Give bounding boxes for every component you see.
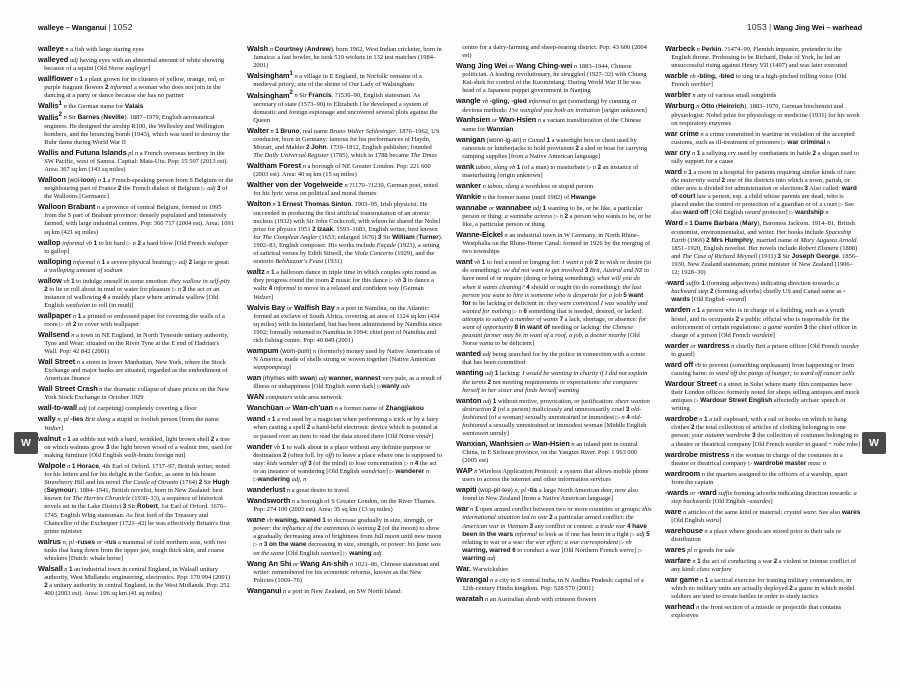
- dictionary-entry: Ward n 1 Dame Barbara (Mary), Baroness Jackson. 1914–81, British economist, environmentalist, and writer. Her books include Spaceship Earth (1966) 2 Mrs Humphry, married name of Mary Augusta Arnold. 1851–1920, English novelist. Her novels include Robert Elsmere (1888) and The Case of Richard Meynell (1911) 3 Sir Joseph George. 1856–1930, New Zealand statesman; prime minister of New Zealand (1906–12; 1928–30): [665, 218, 859, 277]
- dictionary-entry: wane vb waning, waned 1 to decrease gradually in size, strength, or power: the influence of the extremists is waning 2 (of the moon) to show a gradually decreasing area of brightness from full moon until new moon ▷ n 3 on the wane decreasing in size, strength, or power: his fame was on the wane [Old English wanian] ▷ waning adj: [247, 515, 442, 557]
- dictionary-entry: wallpaper n 1 a printed or embossed paper for covering the walls of a room ▷ vb 2 to cover with wallpaper: [38, 310, 225, 329]
- dictionary-entry: Waltham Forest n a borough of NE Greater London. Pop: 221 600 (2003 est). Area: 40 sq km (15 sq miles): [247, 161, 431, 179]
- dictionary-entry: Walsingham2 n Sir Francis. ?1530–90, English statesman. As secretary of state (1573–90) to Elizabeth I he developed a system of domestic and foreign espionage and uncovered several plots against the Queen: [247, 90, 438, 124]
- dictionary-entry: wank taboo, slang vb 1 (of a man) to masturbate ▷ n 2 an instance of masturbating [origin unknown]: [456, 161, 639, 179]
- dictionary-entry: Walvis Bay or Walfish Bay n a port in Namibia, on the Atlantic: formed an exclave of South Africa, covering an area of 1124 sq km (434 sq miles) with its hinterland, but has been administered by Namibia since 1992; formally returned to Namibia in 1994; chief port of Namibia and rich fishing centre. Pop: 40 849 (2001): [247, 302, 442, 344]
- dictionary-entry: Walloon (wol-loon) n 1 a French-speaking person from S Belgium or the neighbouring part of France 2 the French dialect of Belgium ▷ adj 3 of the Walloons [Germanic]: [38, 175, 234, 201]
- dictionary-entry: Wardour Street n a street in Soho where many film companies have their London offices: formerly noted for shops selling antiques and mock antiques ▷ Wardour Street English affectedly archaic speech or writing: [665, 378, 860, 413]
- dictionary-entry: wanker n taboo, slang a worthless or stupid person: [456, 180, 594, 190]
- dictionary-entry: wan (rhymes with swan) adj wanner, wannest very pale, as a result of illness or unhappiness [Old English wann dark] ▷wanly adv: [247, 373, 442, 391]
- dictionary-entry: walnut n 1 an edible nut with a hard, wrinkled, light brown shell 2 a tree on which walnuts grow 3 the light brown wood of a walnut tree, used for making furniture [Old English walh-hnutu foreign nut]: [38, 433, 233, 459]
- dictionary-entry: Warburg n Otto (Heinrich). 1883–1970, German biochemist and physiologist: Nobel prize for physiology or medicine (1931) for his work on respiratory enzymes: [665, 101, 860, 127]
- dictionary-entry: Wallsend n a town in NE England, in North Tyneside unitary authority, Tyne and Wear: situated on the River Tyne at the E end of Hadrian's Wall. Pop: 42 842 (2001): [38, 330, 229, 356]
- dictionary-entry: wardroom n the quarters assigned to the officers of a warship, apart from the captain: [665, 468, 848, 486]
- column-2: [247, 44, 443, 664]
- dictionary-entry: War. Warwickshire: [456, 564, 509, 574]
- dictionary-entry: wampum (wom-pum) n (formerly) money used by Native Americans of N America, made of shells strung or woven together [Native American wampompeag]: [247, 345, 441, 372]
- dictionary-entry: wanton adj 1 without motive, provocation, or justification: sheer wanton destruction 2 (of a person) maliciously and unnecessarily cruel 3 old-fashioned (of a woman) sexually unrestrained or immodest ▷ n 4 old-fashioned a sexually unrestrained or immodest woman [Middle English wantowen unruly]: [456, 395, 650, 437]
- thumb-tab-left[interactable]: [14, 432, 38, 454]
- dictionary-entry: war game n 1 a tactical exercise for training military commanders, in which no military units are actually deployed 2 a game in which model soldiers are used to create battles in order to study tactics: [665, 575, 855, 601]
- column-3: [456, 44, 652, 664]
- dictionary-entry: Wanganui n a port in New Zealand, on SW North Island:: [247, 585, 402, 595]
- running-head-left-headwords: walleye – Wanganui: [38, 23, 107, 32]
- dictionary-entry: ware n articles of the same kind or material: crystal ware. See also wares [Old English waru]: [665, 506, 861, 524]
- dictionary-entry: Wanhsien or Wan-Hsien n a variant transliteration of the Chinese name for Wanxian: [456, 115, 642, 133]
- dictionary-entry: warbler n any of various small songbirds: [665, 90, 777, 100]
- dictionary-entry: warder or wardress n chiefly Brit a prison officer [Old French warder to guard]: [665, 340, 860, 358]
- dictionary-entry: Walton n 1 Ernest Thomas Sinton. 1903–95, Irish physicist. He succeeded in producing the first artificial transmutation of an atomic nucleus (1932) with Sir John Cockcroft, with whom he shared the Nobel prize for physics 1951 2 Izaak. 1593–1683, English writer, best known for The Compleat Angler (1653; enlarged 1676) 3 Sir William (Turner). 1902–83, English composer. His works include Façade (1923), a setting of satirical verses by Edith Sitwell, the Viola Concerto (1929), and the oratorio Belshazzar's Feast (1931): [247, 199, 443, 266]
- dictionary-entry: ward n 1 a room in a hospital for patients requiring similar kinds of care: the maternity ward 2 one of the districts into which a town, parish, or other area is divided for administration or elections 3 Also called: ward of court law a person, esp. a child whose parents are dead, who is placed under the control or protection of a guardian or of a court ▷ See also ward off [Old English weard protector] ▷ wardship n: [665, 166, 857, 217]
- dictionary-entry: Wall Street Crash n the dramatic collapse of share prices on the New York Stock Exchange in October 1929: [38, 384, 230, 402]
- running-head-left: [38, 22, 133, 32]
- dictionary-entry: warhead n the front section of a missile or projectile that contains explosives: [665, 602, 842, 620]
- dictionary-entry: Wankie n the former name (until 1982) of Hwange: [456, 191, 596, 201]
- thumb-tab-right-letter: W: [869, 437, 879, 449]
- dictionary-entry: walloping informal n 1 a severe physical beating ▷ adj 2 large or great: a walloping amount of sodium: [38, 256, 230, 274]
- dictionary-entry: Walloon Brabant n a province of central Belgium, formed in 1995 from the S part of Brabant province: densely populated and intensively farmed, with large industrial centres. Pop: 360 717 (2004 est). Area: 1091 sq km (421 sq miles): [38, 202, 234, 236]
- dictionary-entry: waltz n 1 a ballroom dance in triple time in which couples spin round as they progress round the room 2 music for this dance ▷ vb 3 to dance a waltz 4 informal to move in a relaxed and confident way [German Walzer]: [247, 267, 437, 301]
- dictionary-entry: Walsh n Courtney (Andrew). born 1962, West Indian cricketer, born in Jamaica: a fast bowler, he took 519 wickets in 132 test matches (1984–2001): [247, 44, 442, 70]
- dictionary-entry: wanted adj being searched for by the police in connection with a crime that has been committed: [456, 349, 646, 367]
- running-head-left-separator: |: [108, 22, 111, 32]
- running-head-right-separator: |: [769, 22, 772, 32]
- dictionary-entry: Wanne-Eickel n an industrial town in W Germany, in North Rhine-Westphalia on the Rhine-Herne Canal: formed in 1926 by the merging of two townships: [456, 230, 651, 256]
- dictionary-entry: Wanxian, Wanhsien or Wan-Hsien n an inland port in central China, in E Sichuan province, on the Yangtze River. Pop: 1 963 000 (2005 est): [456, 438, 638, 465]
- dictionary-entry: wangle vb -gling, -gled informal to get (something) by cunning or devious methods: I've wangled you both an invitation [origin unknown]: [456, 96, 647, 114]
- dictionary-entry: Walsingham1 n a village in E England, in Norfolk: remains of a medieval priory; site of the shrine of Our Lady of Walsingham: [247, 71, 422, 89]
- dictionary-entry: Wall Street n a street in lower Manhattan, New York, where the Stock Exchange and major banks are situated, regarded as the embodiment of American finance: [38, 357, 228, 383]
- dictionary-entry: warfare n 1 the act of conducting a war 2 a violent or intense conflict of any kind: class warfare: [665, 556, 857, 574]
- dictionary-entry: wand n 1 a rod used by a magician when performing a trick or by a fairy when casting a spell 2 a hand-held electronic device which is pointed at or passed over an item to read the data stored there [Old Norse vöndr]: [247, 414, 439, 440]
- dictionary-entry: warehouse n a place where goods are stored prior to their sale or distribution: [665, 525, 842, 544]
- dictionary-entry: want vb 1 to feel a need or longing for: I want a job 2 to wish or desire (to do something): we did not want to get involved 3 Brit, Austral and NZ to have need of or require (doing or being something): what will you do when it wants cleaning? 4 should or ought (to do something): the last person you want to hire is someone who is desperate for a job 5 want for to be lacking or deficient in: they were convinced I was wealthy and wanted for nothing ▷ n 6 something that is needed, desired, or lacked: attempts to satisfy a number of wants 7 a lack, shortage, or absence: for want of opportunity 8 in want of needing or lacking: the Chinese peasant farmer may be in want of a roof, a job, a doctor nearby [Old Norse vanta to be deficient]: [456, 257, 652, 348]
- dictionary-entry: Wallis2 n Sir Barnes (Neville). 1887–1979, English aeronautical engineer. He designed the airship R100, the Wellesley and Wellington bombers, and the bouncing bomb (1943), which was used to destroy the Ruhr dams during World War II: [38, 112, 230, 146]
- dictionary-entry: wanigan (wonn-ig-an) n Canad 1 a watertight box or chest used by canoeists or lumberjacks to hold provisions 2 a sled or boat for carrying camping supplies [from a Native American language]: [456, 134, 648, 160]
- dictionary-entry: walleye n a fish with large staring eyes: [38, 44, 144, 53]
- running-head-right-headwords: Wang Jing Wei – warhead: [773, 23, 862, 32]
- column-container: [38, 44, 862, 664]
- dictionary-entry: -ward suffix 1 (forming adjectives) indicating direction towards: a backward step 2 (forming adverbs) chiefly US and Canad same as -wards [Old English -weard]: [665, 278, 846, 304]
- dictionary-entry: WAP n Wireless Application Protocol: a system that allows mobile phone users to access the internet and other information services: [456, 466, 649, 484]
- dictionary-entry: war cry n 1 a rallying cry used by combatants in battle 2 a slogan used to rally support for a cause: [665, 147, 859, 165]
- dictionary-entry: Walter n 1 Bruno, real name Bruno Walter Schlesinger. 1876–1962, US conductor, born in Germany: famous for his performances of Haydn, Mozart, and Mahler 2 John. 1739–1812, English publisher; founded The Daily Universal Register (1785), which in 1788 became The Times: [247, 125, 440, 160]
- dictionary-entry: wallow vb 1 to indulge oneself in some emotion: they wallow in self-pity 2 to lie or roll about in mud or water for pleasure ▷ n 3 the act or an instance of wallowing 4 a muddy place where animals wallow [Old English wealwian to roll (in mud)]: [38, 275, 231, 309]
- dictionary-entry: wardrobe n 1 a tall cupboard, with a rail or hooks on which to hang clothes 2 the total collection of articles of clothing belonging to one person: your autumn wardrobe 3 the collection of costumes belonging to a theatre or theatrical company [Old French warder to guard + robe robe]: [665, 414, 861, 448]
- dictionary-entry: walleyed adj having eyes with an abnormal amount of white showing because of a squint [Old Norse vagleygr]: [38, 54, 225, 73]
- dictionary-entry: wanderlust n a great desire to travel: [247, 484, 349, 494]
- dictionary-entry: Wandsworth n a borough of S Greater London, on the River Thames. Pop: 274 100 (2003 est). Area: 35 sq km (13 sq miles): [247, 495, 436, 514]
- folio-right: 1053: [746, 22, 768, 32]
- dictionary-entry: Walpole n 1 Horace, 4th Earl of Orford. 1717–97, British writer, noted for his letters and for his delight in the Gothic, as seen in his house Strawberry Hill and his novel The Castle of Otranto (1764) 2 Sir Hugh (Seymour). 1884–1941, British novelist, born in New Zealand: best known for The Herries Chronicle (1930–33), a sequence of historical novels set in the Lake District 3 Sir Robert, 1st Earl of Orford. 1676–1745, English Whig statesman. As first lord of the Treasury and Chancellor of the Exchequer (1721–42) he was effectively Britain's first prime minister: [38, 460, 230, 535]
- dictionary-entry: wander vb 1 to walk about in a place without any definite purpose or destination 2 (often foll. by off) to leave a place where one is supposed to stay: kids wander off 3 (of the mind) to lose concentration ▷ n 4 the act or an instance of wandering [Old English wandrian] ▷ wanderer n ▷wandering adj, n: [247, 441, 442, 483]
- dictionary-entry: Warbeck n Perkin. ?1474–99, Flemish impostor, pretender to the English throne. Professing to be Richard, Duke of York, he led an unsuccessful rising against Henry VII (1497) and was later executed: [665, 44, 848, 70]
- dictionary-entry: Wallis and Futuna Islands pl n a French overseas territory in the SW Pacific, west of Samoa. Capital: Mata-Utu. Pop: 15 507 (2013 est). Area: 367 sq km (143 sq miles): [38, 147, 229, 174]
- dictionary-entry: Wang An Shi or Wang An-shih n 1021–86, Chinese statesman and writer: remembered for his economic reforms, known as the New Policies (1069–76): [247, 558, 440, 584]
- dictionary-entry: wardrobe mistress n the woman in charge of the costumes in a theatre or theatrical company ▷ wardrobe master masc n: [665, 449, 843, 467]
- dictionary-entry: warble vb -bling, -bled to sing in a high-pitched trilling voice [Old French werbler]: [665, 71, 847, 89]
- dictionary-entry: wapiti (wop-pit-tee) n, pl -tis a large North American deer, now also found in New Zealand [from a Native American language]: [456, 485, 639, 503]
- dictionary-entry: war crime n a crime committed in wartime in violation of the accepted customs, such as ill-treatment of prisoners ▷ war criminal n: [665, 128, 855, 146]
- dictionary-entry: Wallis1 n the German name for Valais: [38, 101, 144, 111]
- dictionary-entry: wallflower n 1 a plant grown for its clusters of yellow, orange, red, or purple fragrant flowers 2 informal a woman who does not join in the dancing at a party or dance because she has no partner: [38, 74, 225, 100]
- dictionary-entry: wallop informal vb 1 to hit hard ▷ n 2 a hard blow [Old French waloper to gallop]: [38, 237, 229, 255]
- dictionary-entry: wall-to-wall adj (of carpeting) completely covering a floor: [38, 403, 197, 413]
- dictionary-entry: centre for a dairy-farming and sheep-rearing district. Pop: 43 600 (2004 est): [462, 44, 647, 60]
- column-4: [665, 44, 861, 664]
- dictionary-entry: wares pl n goods for sale: [665, 545, 735, 555]
- thumb-tab-right[interactable]: [862, 432, 886, 454]
- dictionary-entry: Walther von der Vogelweide n ?1170–?1230, German poet, noted for his lyric verse on political and moral themes: [247, 180, 438, 198]
- dictionary-entry: ward off vb to prevent (something unpleasant) from happening or from causing harm: to ward off the pangs of hunger; to ward off cancer cells: [665, 359, 855, 377]
- thumb-tab-left-letter: W: [21, 437, 31, 449]
- dictionary-entry: wanting adj 1 lacking: I would be wanting in charity if I did not explain the terms 2 not meeting requirements or expectations: she compares herself to her sister and finds herself wanting: [456, 368, 648, 394]
- dictionary-entry: -wards or -ward suffix forming adverbs indicating direction towards: a step backwards [Old English -weardes]: [665, 487, 857, 505]
- dictionary-entry: Walsall n 1 an industrial town in central England, in Walsall unitary authority, West Midlands: engineering, electronics. Pop: 170 994 (2001) 2 a unitary authority in central England, in the West Midlands. Pop: 252 400 (2003 est). Area: 106 sq km (41 sq miles): [38, 563, 230, 598]
- dictionary-entry: WAN computers wide area network: [247, 392, 342, 402]
- running-head-right: [747, 22, 862, 32]
- dictionary-entry: war n 1 open armed conflict between two or more countries or groups: this international situation led to war 2 a particular armed conflict: the American war in Vietnam 3 any conflict or contest: a trade war 4 have been in the wars informal to look as if one has been in a fight ▷ adj 5 relating to war or a war: the war effort; a war correspondent ▷ vb warring, warred 6 to conduct a war [Old Northern French werre] ▷ warring adj: [456, 504, 652, 563]
- dictionary-entry: wally n, pl -lies Brit slang a stupid or foolish person [from the name Walter]: [38, 414, 219, 432]
- dictionary-entry: wannabe or wannabee adj 1 wanting to be, or be like, a particular person or thing: a wannabe actress ▷ n 2 a person who wants to be, or be like, a particular person or thing: [456, 202, 652, 229]
- dictionary-entry: Wanchüan or Wan-ch'uan n a former name of Zhangjiakou: [247, 403, 424, 413]
- column-1: [38, 44, 234, 664]
- dictionary-entry: Warangal n a city in S central India, in N Andhra Pradesh: capital of a 12th-century Hindu kingdom. Pop: 528 570 (2001): [456, 575, 644, 593]
- dictionary-entry: waratah n an Australian shrub with crimson flowers: [456, 594, 597, 604]
- dictionary-entry: walrus n, pl -ruses or -rus a mammal of cold northern seas, with two tusks that hang down from the upper jaw, tough thick skin, and coarse whiskers [Dutch: whale horse]: [38, 536, 227, 562]
- folio-left: 1052: [112, 22, 133, 32]
- dictionary-entry: Wang Jing Wei or Wang Ching-wei n 1883–1944, Chinese politician. A leading revolutionary, he struggled (1927–32) with Chiang Kai-shek for control of the Kuomintang. During World War II he was head of a Japanese puppet government in Nanjing: [456, 61, 647, 95]
- dictionary-entry: warden n 1 a person who is in charge of a building, such as a youth hostel, and its occupants 2 a public official who is responsible for the enforcement of certain regulations: a game warden 3 the chief officer in charge of a prison [Old French wardein]: [665, 305, 857, 339]
